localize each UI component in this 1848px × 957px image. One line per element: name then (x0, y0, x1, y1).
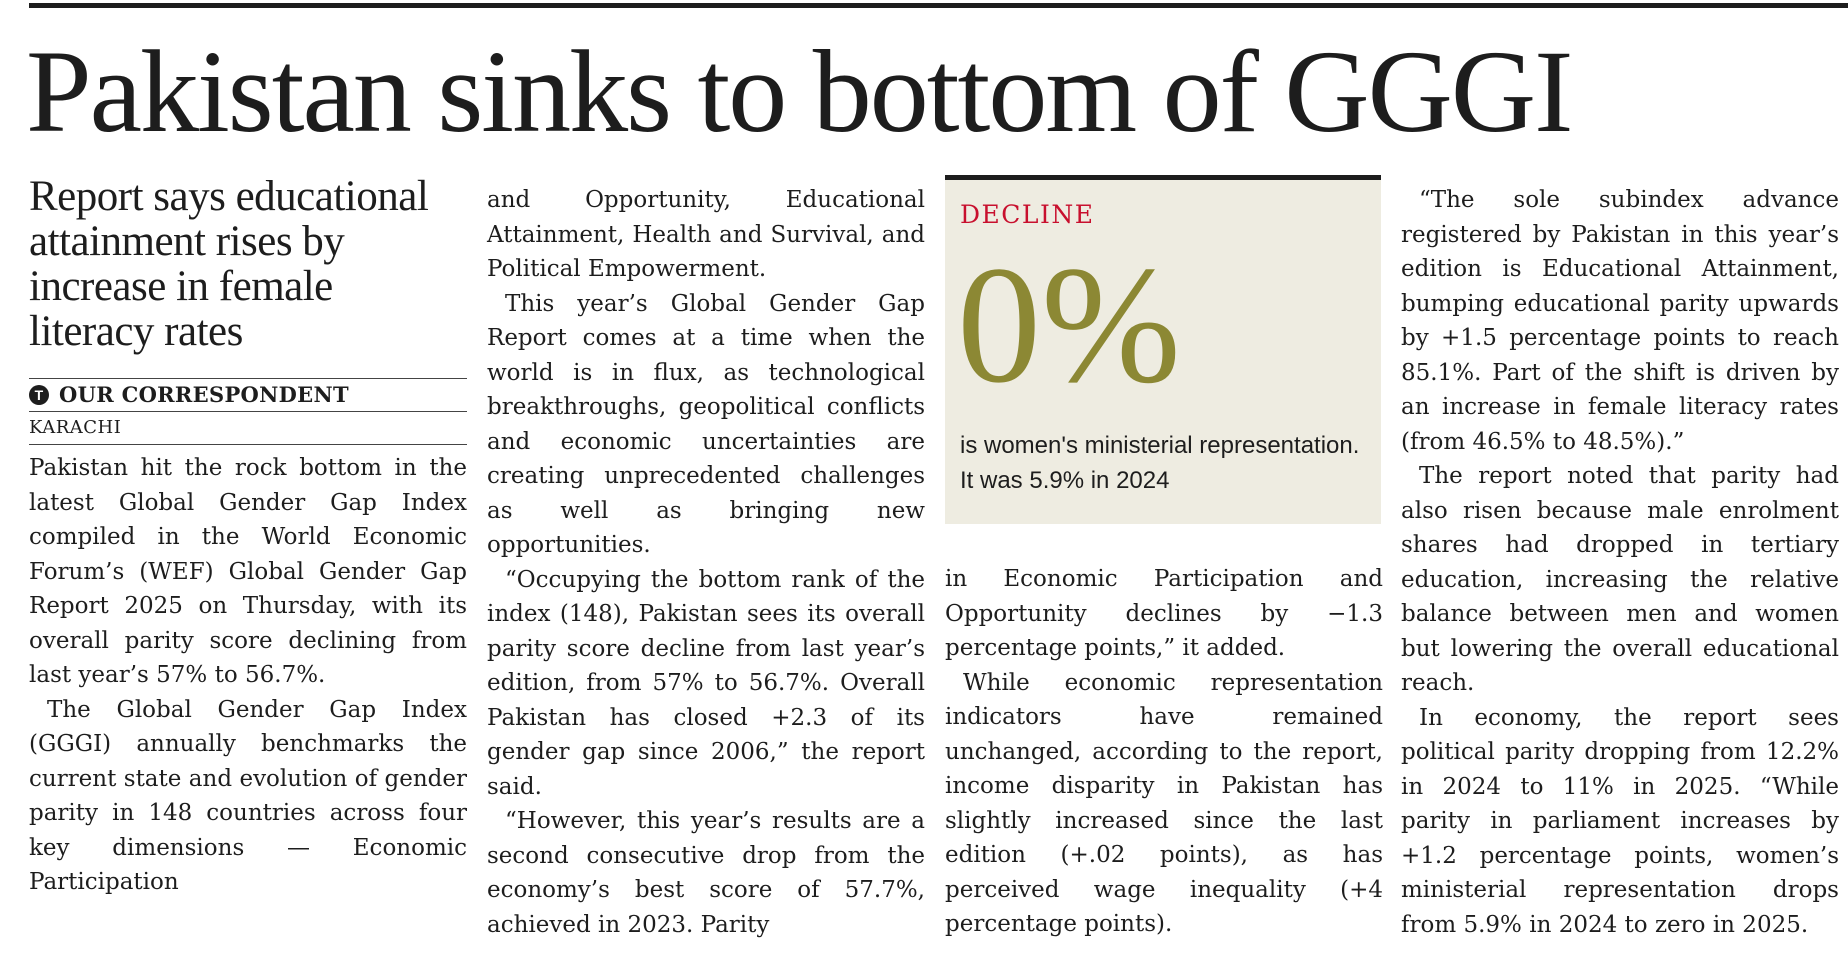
sidebar-statistic: 0% (957, 232, 1181, 418)
paragraph: Pakistan hit the rock bottom in the latest Global Gender Gap Index compiled in the World Economic Forum’s (WEF) Global Gender Gap Report 2025 on Thursday, with its overall parity score declining from last year’s 57% to 56.7%. (29, 455, 467, 688)
top-rule (29, 3, 1848, 8)
dateline: KARACHI (29, 417, 122, 438)
byline-author: OUR CORRESPONDENT (59, 381, 349, 407)
paragraph: “Occupying the bottom rank of the index (148), Pakistan sees its overall parity score decline from last year’s edition, from 57% to 56.7%. Overall Pakistan has closed +2.3 of its gender gap since 2006,” the report said. (487, 566, 925, 800)
column-3 (945, 562, 1383, 942)
paragraph: “However, this year’s results are a second consecutive drop from the economy’s best score of 57.7%, achieved in 2023. Parity (487, 808, 925, 938)
paragraph: in Economic Participation and Opportunity declines by −1.3 percentage points,” it added. (945, 566, 1383, 661)
paragraph: “The sole subindex advance registered by Pakistan in this year’s edition is Educational Attainment, bumping educational parity upwards by +1.5 percentage points to reach 85.1%. Part of the shift is driven by an increase in female literacy rates (from 46.5% to 48.5%).” (1401, 187, 1839, 455)
column-2 (487, 183, 925, 942)
paragraph: The Global Gender Gap Index (GGGI) annually benchmarks the current state and evolution of gender parity in 148 countries across four key dimensions — Economic Participation (29, 696, 467, 895)
paragraph: and Opportunity, Educational Attainment, Health and Survival, and Political Empowerment. (487, 187, 925, 282)
column-4 (1401, 183, 1839, 942)
tribune-logo-icon: T (29, 385, 49, 405)
paragraph: The report noted that parity had also risen because male enrolment shares had dropped in tertiary education, increasing the relative balance between men and women but lowering the overall educational reach. (1401, 463, 1839, 696)
byline (29, 378, 467, 445)
paragraph: While economic representation indicators have remained unchanged, according to the report, income disparity in Pakistan has slightly increased since the last edition (+.02 points), as has perceived wage inequality (+4 percentage points). (945, 669, 1383, 937)
headline: Pakistan sinks to bottom of GGGI (26, 26, 1572, 157)
stat-sidebar (945, 175, 1381, 524)
subheadline: Report says educational attainment rises by increase in female literacy rates (29, 173, 429, 355)
paragraph: This year’s Global Gender Gap Report comes at a time when the world is in flux, as technological breakthroughs, geopolitical conflicts and economic uncertainties are creating unprecedented challenges as well as bringing new opportunities. (487, 290, 925, 558)
paragraph: In economy, the report sees political parity dropping from 12.2% in 2024 to 11% in 2025. “While parity in parliament increases by +1.2 percentage points, women’s ministerial representation drops from 5.9% in 2024 to zero in 2025. (1401, 704, 1839, 938)
column-1 (29, 174, 467, 900)
sidebar-caption: is women's ministerial representation. It was 5.9% in 2024 (960, 432, 1360, 494)
byline-author-row (29, 379, 467, 412)
sidebar-label: DECLINE (960, 200, 1095, 229)
